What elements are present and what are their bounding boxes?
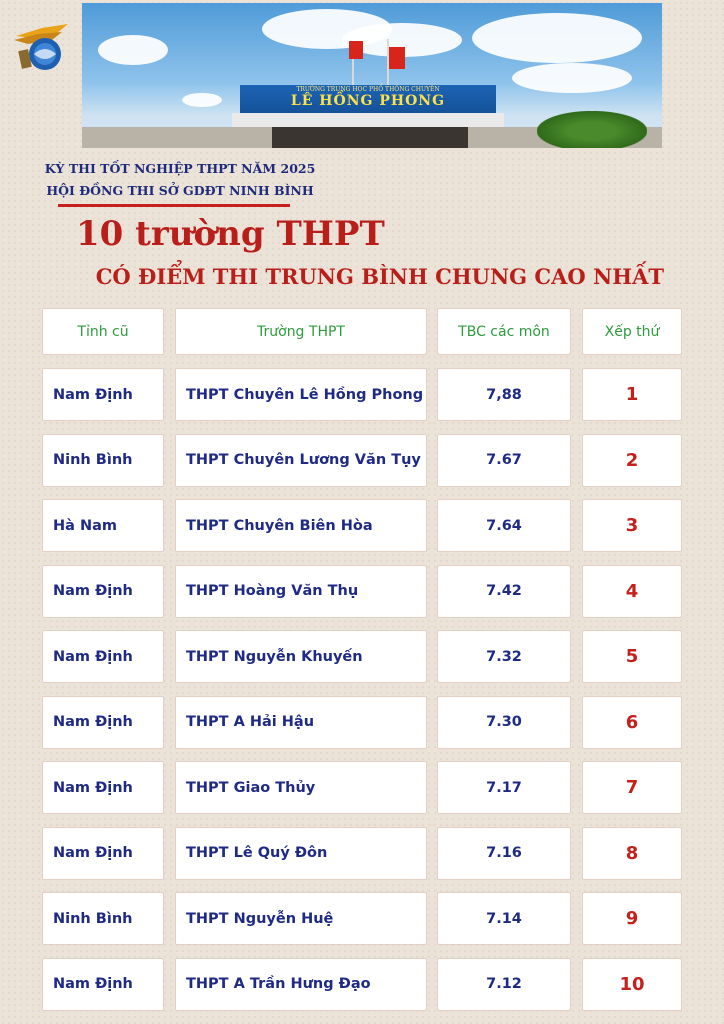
cell-score: 7.17 <box>437 761 571 814</box>
cell-score: 7.12 <box>437 958 571 1011</box>
cell-score: 7.16 <box>437 827 571 880</box>
cell-school: THPT A Trần Hưng Đạo <box>175 958 427 1011</box>
page-title: 10 trường THPT <box>76 214 385 254</box>
cell-rank: 7 <box>582 761 682 814</box>
cell-school: THPT A Hải Hậu <box>175 696 427 749</box>
cell-rank: 6 <box>582 696 682 749</box>
school-banner-photo <box>82 3 662 148</box>
cell-school: THPT Hoàng Văn Thụ <box>175 565 427 618</box>
cell-score: 7.32 <box>437 630 571 683</box>
page-subtitle: CÓ ĐIỂM THI TRUNG BÌNH CHUNG CAO NHẤT <box>95 264 664 289</box>
cell-province: Ninh Bình <box>42 892 164 945</box>
col-header-score: TBC các môn <box>437 308 571 355</box>
school-sign-small: TRƯỜNG TRUNG HỌC PHỔ THÔNG CHUYÊN <box>296 86 440 93</box>
school-sign-name: LÊ HỒNG PHONG <box>290 93 446 109</box>
cell-province: Hà Nam <box>42 499 164 552</box>
cell-school: THPT Chuyên Lê Hồng Phong <box>175 368 427 421</box>
cell-province: Ninh Bình <box>42 434 164 487</box>
cell-score: 7.67 <box>437 434 571 487</box>
cell-school: THPT Chuyên Biên Hòa <box>175 499 427 552</box>
cell-school: THPT Nguyễn Huệ <box>175 892 427 945</box>
cell-province: Nam Định <box>42 958 164 1011</box>
title-underline <box>58 204 290 207</box>
col-header-school: Trường THPT <box>175 308 427 355</box>
cell-province: Nam Định <box>42 696 164 749</box>
cell-score: 7,88 <box>437 368 571 421</box>
cell-school: THPT Lê Quý Đôn <box>175 827 427 880</box>
school-logo-icon <box>12 22 70 74</box>
cell-rank: 8 <box>582 827 682 880</box>
cell-province: Nam Định <box>42 630 164 683</box>
col-header-rank: Xếp thứ <box>582 308 682 355</box>
cell-score: 7.14 <box>437 892 571 945</box>
cell-score: 7.30 <box>437 696 571 749</box>
cell-school: THPT Giao Thủy <box>175 761 427 814</box>
cell-score: 7.64 <box>437 499 571 552</box>
col-header-province: Tỉnh cũ <box>42 308 164 355</box>
cell-rank: 4 <box>582 565 682 618</box>
cell-rank: 5 <box>582 630 682 683</box>
cell-province: Nam Định <box>42 761 164 814</box>
cell-rank: 10 <box>582 958 682 1011</box>
cell-school: THPT Nguyễn Khuyến <box>175 630 427 683</box>
cell-school: THPT Chuyên Lương Văn Tụy <box>175 434 427 487</box>
exam-council: HỘI ĐỒNG THI SỞ GDĐT NINH BÌNH <box>46 183 314 198</box>
cell-rank: 2 <box>582 434 682 487</box>
cell-score: 7.42 <box>437 565 571 618</box>
cell-province: Nam Định <box>42 565 164 618</box>
cell-province: Nam Định <box>42 368 164 421</box>
cell-rank: 1 <box>582 368 682 421</box>
cell-rank: 3 <box>582 499 682 552</box>
cell-province: Nam Định <box>42 827 164 880</box>
exam-title: KỲ THI TỐT NGHIỆP THPT NĂM 2025 <box>44 161 316 176</box>
cell-rank: 9 <box>582 892 682 945</box>
